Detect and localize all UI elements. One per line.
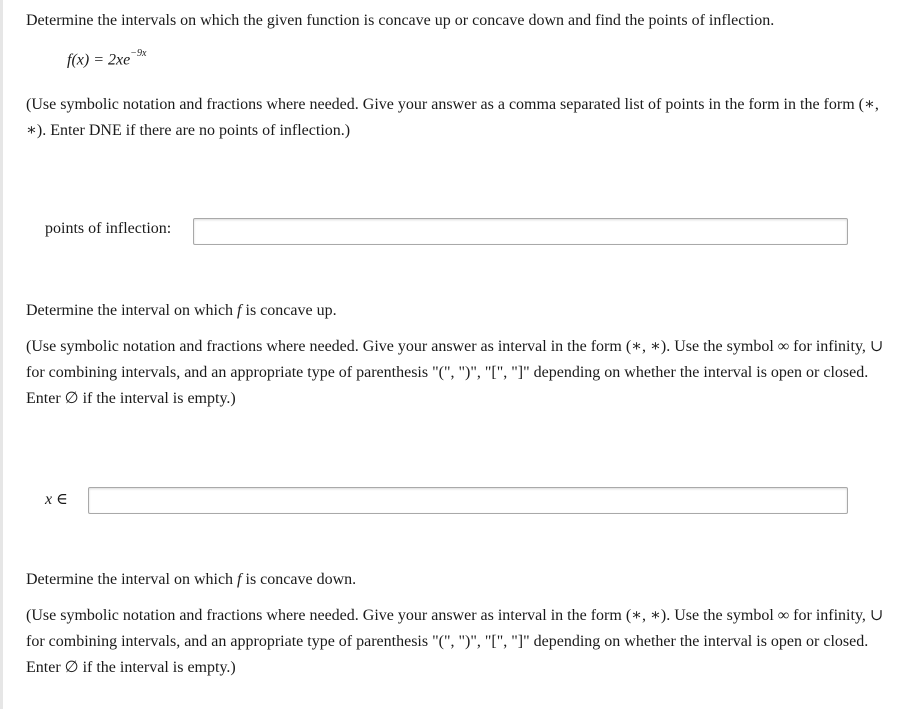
concave-up-prompt-f: f xyxy=(237,302,242,319)
function-formula xyxy=(67,50,146,69)
question-prompt: Determine the intervals on which the given function is concave up or concave down and find the points of inflection. xyxy=(26,12,775,29)
inflection-instructions: (Use symbolic notation and fractions where needed. Give your answer as a comma separated list of points in the form in the form (∗, ∗). Enter DNE if there are no points of inflection.) xyxy=(26,96,879,139)
function-exponent: −9x xyxy=(130,48,147,59)
concave-up-prompt xyxy=(26,298,886,324)
concave-up-input[interactable] xyxy=(89,488,847,513)
concave-up-prompt-start: Determine the interval on which xyxy=(26,302,238,319)
concave-down-prompt-f: f xyxy=(237,571,242,588)
inflection-input[interactable] xyxy=(194,219,847,244)
concave-up-label: x ∈ xyxy=(45,491,68,508)
concave-up-prompt-end: is concave up. xyxy=(241,302,337,319)
left-border xyxy=(0,0,3,709)
concave-up-answer-box[interactable] xyxy=(88,487,848,514)
concave-up-instructions: (Use symbolic notation and fractions where needed. Give your answer as interval in the form (∗, ∗). Use the symbol ∞ for infinity, ∪ for combining intervals, and an appropriate type of parenthesis "(", ")", "[", "]" depending on whether the interval is open or closed. Enter ∅ if the interval is empty.) xyxy=(26,338,884,407)
concave-down-prompt-end: is concave down. xyxy=(241,571,357,588)
concave-down-instructions: (Use symbolic notation and fractions where needed. Give your answer as interval in the form (∗, ∗). Use the symbol ∞ for infinity, ∪ for combining intervals, and an appropriate type of parenthesis "(", ")", "[", "]" depending on whether the interval is open or closed. Enter ∅ if the interval is empty.) xyxy=(26,607,884,676)
function-lhs: f(x) = 2xe xyxy=(67,51,131,69)
inflection-answer-box[interactable] xyxy=(193,218,848,245)
inflection-label: points of inflection: xyxy=(45,220,172,237)
concave-down-prompt-start: Determine the interval on which xyxy=(26,571,238,588)
concave-down-prompt xyxy=(26,567,886,593)
